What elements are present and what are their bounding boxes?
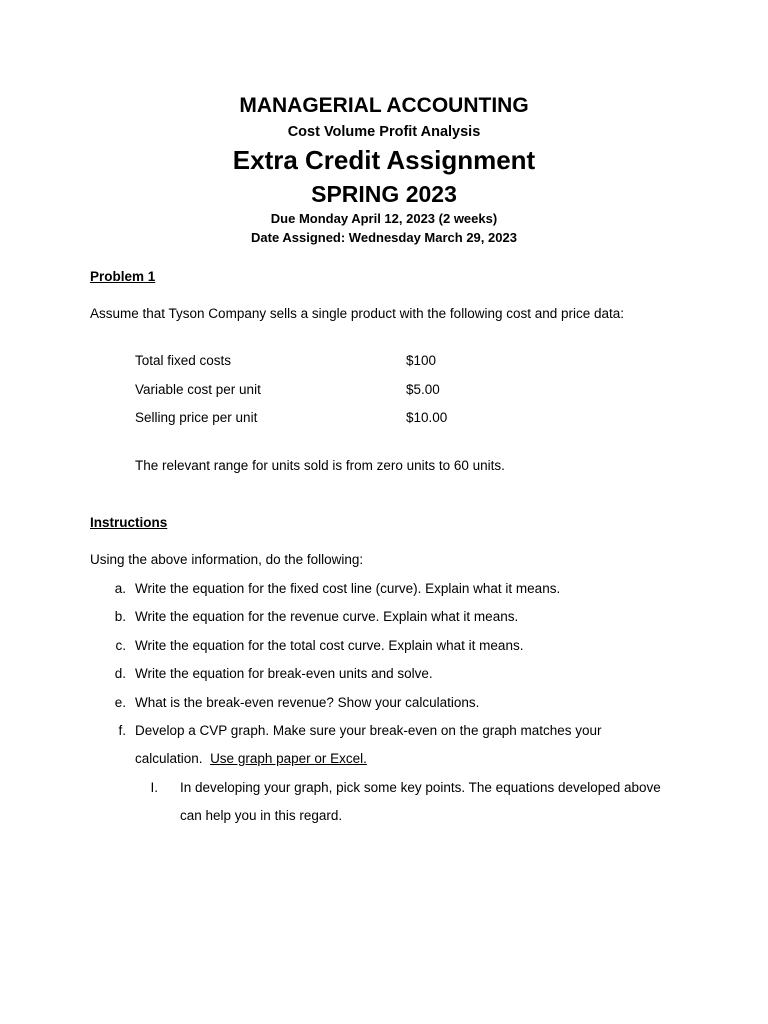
sublist-item-continuation: can help you in this regard.	[180, 808, 343, 823]
cost-value: $100	[406, 353, 437, 368]
instructions-intro: Using the above information, do the following:	[90, 552, 364, 567]
list-marker: a.	[114, 581, 126, 596]
subject-title: Cost Volume Profit Analysis	[287, 124, 481, 140]
cost-label: Total fixed costs	[135, 353, 232, 368]
assigned-date: Date Assigned: Wednesday March 29, 2023	[251, 230, 517, 245]
list-item: What is the break-even revenue? Show your calculations.	[135, 695, 480, 710]
list-marker: b.	[114, 609, 126, 624]
list-item: Write the equation for break-even units and solve.	[135, 666, 433, 681]
assignment-title: Extra Credit Assignment	[232, 145, 536, 175]
due-date: Due Monday April 12, 2023 (2 weeks)	[270, 211, 498, 226]
list-item: Write the equation for the total cost curve. Explain what it means.	[135, 638, 524, 653]
list-item: Develop a CVP graph. Make sure your break-even on the graph matches your	[135, 723, 602, 738]
list-item: Write the equation for the revenue curve. Explain what it means.	[135, 609, 519, 624]
problem-intro: Assume that Tyson Company sells a single product with the following cost and price data:	[90, 306, 625, 321]
list-marker: d.	[114, 666, 126, 681]
instructions-heading: Instructions	[90, 515, 168, 530]
list-marker: e.	[114, 695, 126, 710]
cost-value: $10.00	[406, 410, 448, 425]
graph-tool-note: Use graph paper or Excel.	[210, 751, 367, 766]
problem-heading: Problem 1	[90, 269, 156, 284]
list-item-continuation	[135, 750, 367, 768]
sublist-item: In developing your graph, pick some key points. The equations developed above	[180, 780, 661, 795]
course-title: MANAGERIAL ACCOUNTING	[239, 94, 529, 117]
sublist-marker: I.	[150, 780, 158, 795]
term-title: SPRING 2023	[311, 181, 457, 207]
list-marker: f.	[118, 723, 126, 738]
cost-label: Selling price per unit	[135, 410, 258, 425]
list-item: Write the equation for the fixed cost line (curve). Explain what it means.	[135, 581, 561, 596]
cost-value: $5.00	[406, 382, 440, 397]
cost-label: Variable cost per unit	[135, 382, 261, 397]
list-marker: c.	[115, 638, 126, 653]
relevant-range-note: The relevant range for units sold is from zero units to 60 units.	[135, 458, 505, 473]
list-item-continuation-text: calculation.	[135, 751, 203, 766]
